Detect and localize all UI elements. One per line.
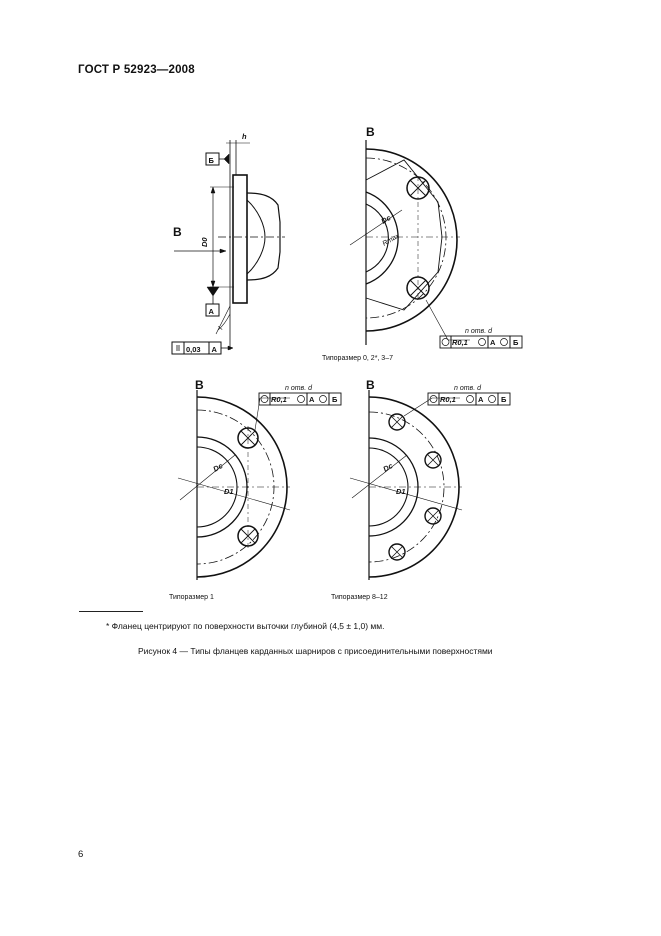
datum-a-ref-1: А (309, 395, 315, 404)
holes-label-037: n отв. d (465, 328, 492, 335)
datum-a-ref-037: А (490, 338, 496, 347)
position-tolerance-1: R0,1 (271, 395, 287, 404)
caption-sizes-037: Типоразмер 0, 2*, 3–7 (322, 355, 393, 362)
dim-d1-label-1: D1 (224, 487, 234, 496)
document-header: ГОСТ Р 52923—2008 (78, 64, 195, 76)
datum-a-ref-812: А (478, 395, 484, 404)
datum-b-ref-037: Б (513, 338, 519, 347)
flange-view-sizes-8-12 (350, 390, 510, 580)
dim-dc-label-812: Dc (381, 461, 395, 474)
page-number: 6 (78, 849, 84, 860)
figure-caption: Рисунок 4 — Типы фланцев карданных шарниров с присоединительными поверхностями (138, 646, 493, 656)
caption-size-1: Типоразмер 1 (169, 594, 214, 601)
view-letter-812: В (366, 378, 375, 392)
dim-dc-label-037: Dc (379, 213, 393, 226)
dim-d0-label: D0 (200, 237, 209, 247)
dim-rmax-label: Rmax (381, 232, 401, 248)
dim-l-label: l (217, 326, 225, 331)
position-tolerance-812: R0,1 (440, 395, 456, 404)
flange-view-sizes-0-3-7 (350, 140, 522, 348)
footnote-divider (79, 611, 143, 612)
flatness-datum: А (211, 345, 217, 354)
datum-b-ref-812: Б (501, 395, 507, 404)
position-tolerance-037: R0,1 (452, 338, 468, 347)
dim-dc-label-1: Dc (211, 461, 225, 474)
dim-d1-label-812: D1 (396, 487, 406, 496)
flatness-value: 0,03 (186, 345, 201, 354)
flange-side-view (172, 140, 285, 354)
view-letter-1: В (195, 378, 204, 392)
holes-label-812: n отв. d (454, 385, 481, 392)
view-letter-037: В (366, 125, 375, 139)
datum-b-ref-1: Б (332, 395, 338, 404)
datum-b-label: Б (208, 156, 214, 165)
dim-h-label: h (242, 132, 247, 141)
footnote: * Фланец центрируют по поверхности выточки глубиной (4,5 ± 1,0) мм. (106, 621, 385, 631)
holes-label-1: n отв. d (285, 385, 312, 392)
datum-a-label: А (208, 307, 214, 316)
flange-view-size-1 (178, 390, 341, 580)
caption-sizes-812: Типоразмер 8–12 (331, 594, 388, 601)
view-letter-side: В (173, 225, 182, 239)
